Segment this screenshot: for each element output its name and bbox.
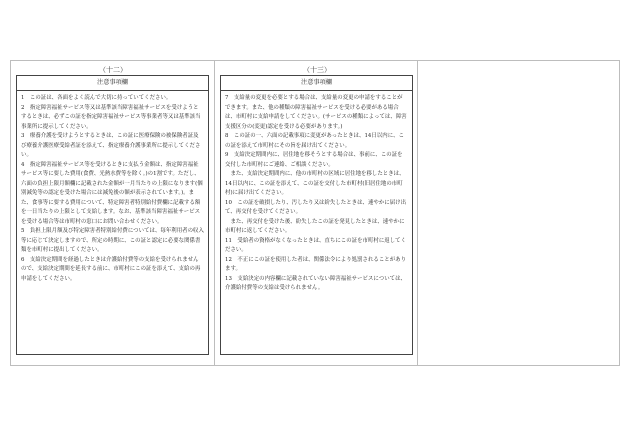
notes-list-12 <box>17 91 208 284</box>
note-item: 5 負担上限月額及び特定障害者特別給付費については、毎年利用者の収入等に応じて決定しますので、所定の時期に、この証と認定に必要な関係書類を市町村に提出してください。 <box>21 228 204 253</box>
notes-box-13 <box>220 75 413 355</box>
column-divider-1 <box>214 61 215 365</box>
note-item: 8 この証の一、六面の記載事項に変更があったときは、14日以内に、この証を添えて市町村にその旨を届け出てください。 <box>225 133 405 149</box>
note-item: 1 この証は、各面をよく読んで大切に持っていてください。 <box>21 95 172 101</box>
note-item: 6 支給決定期間を経過したときは介護給付費等の支給を受けられませんので、支給決定期間を延長する前に、市町村にこの証を添えて、支給の再申請をしてください。 <box>21 256 201 282</box>
note-item: また、再交付を受けた後、紛失したこの証を発見したときは、速やかに市町村に返してください。 <box>225 218 405 234</box>
notes-list-13 <box>221 91 412 294</box>
panel-number-12: （十二） <box>99 66 127 74</box>
document-sheet <box>10 60 620 366</box>
column-divider-2 <box>417 61 418 365</box>
note-item: 12 不正にこの証を使用した者は、関係法令により処罰されることがあります。 <box>225 256 407 272</box>
note-item: 4 指定障害福祉サービス等を受けるときに支払う金額は、指定障害福祉サービス等に要した費用(食費、光熱水費等を除く。)の1割です。ただし、六面の負担上限月額欄に記載された金額が一月当たりの上限になります(個別減免等の認定を受けた場合には減免後の額が表示されています。)。また、食事等に要する費用について、特定障害者特別給付費欄に記載する額を一日当たりの上限として支給します。なお、基準該当障害福祉サービスを受ける場合等は市町村の窓口にお問い合わせください。 <box>21 161 203 225</box>
note-item: 3 療養介護を受けようとするときは、この証に医療保険の被保険者証及び療養介護医療受給者証を添えて、指定療養介護事業所に提示してください。 <box>21 133 201 158</box>
notes-box-12 <box>16 75 209 355</box>
note-item: 2 指定障害福祉サービス等又は基準該当障害福祉サービスを受けようとするときは、必ずこの証を指定障害福祉サービス等事業者等又は基準該当事業所に提示してください。 <box>21 104 201 130</box>
note-item: 13 支給決定の内容欄に記載されていない障害福祉サービスについては、介護給付費等の支給は受けられません。 <box>225 275 406 291</box>
note-item: 7 支給量の変更を必要とする場合は、支給量の変更の申請をすることができます。また、他の種類の障害福祉サービスを受ける必要がある場合は、市町村に支給申請をしてください。(サービスの種類によっては、障害支援区分の(変更)認定を受ける必要があります。) <box>225 95 407 130</box>
notes-heading-13: 注意事項欄 <box>221 76 412 91</box>
note-item: 9 支給決定期間内に、居住地を移そうとする場合は、事前に、この証を交付した市町村にご連絡、ご相談ください。 <box>225 152 403 168</box>
note-item: 11 受給者の資格がなくなったときは、直ちにこの証を市町村に返してください。 <box>225 237 407 253</box>
note-item: 10 この証を破損したり、汚したり又は紛失したときは、速やかに届け出て、再交付を受けてください。 <box>225 199 407 215</box>
panel-number-13: （十三） <box>303 66 331 74</box>
note-item: また、支給決定期間内に、他の市町村の区域に居住地を移したときは、14日以内に、この証を添えて、この証を交付した市町村(旧居住地の市町村)に届け出てください。 <box>225 171 405 196</box>
notes-heading-12: 注意事項欄 <box>17 76 208 91</box>
